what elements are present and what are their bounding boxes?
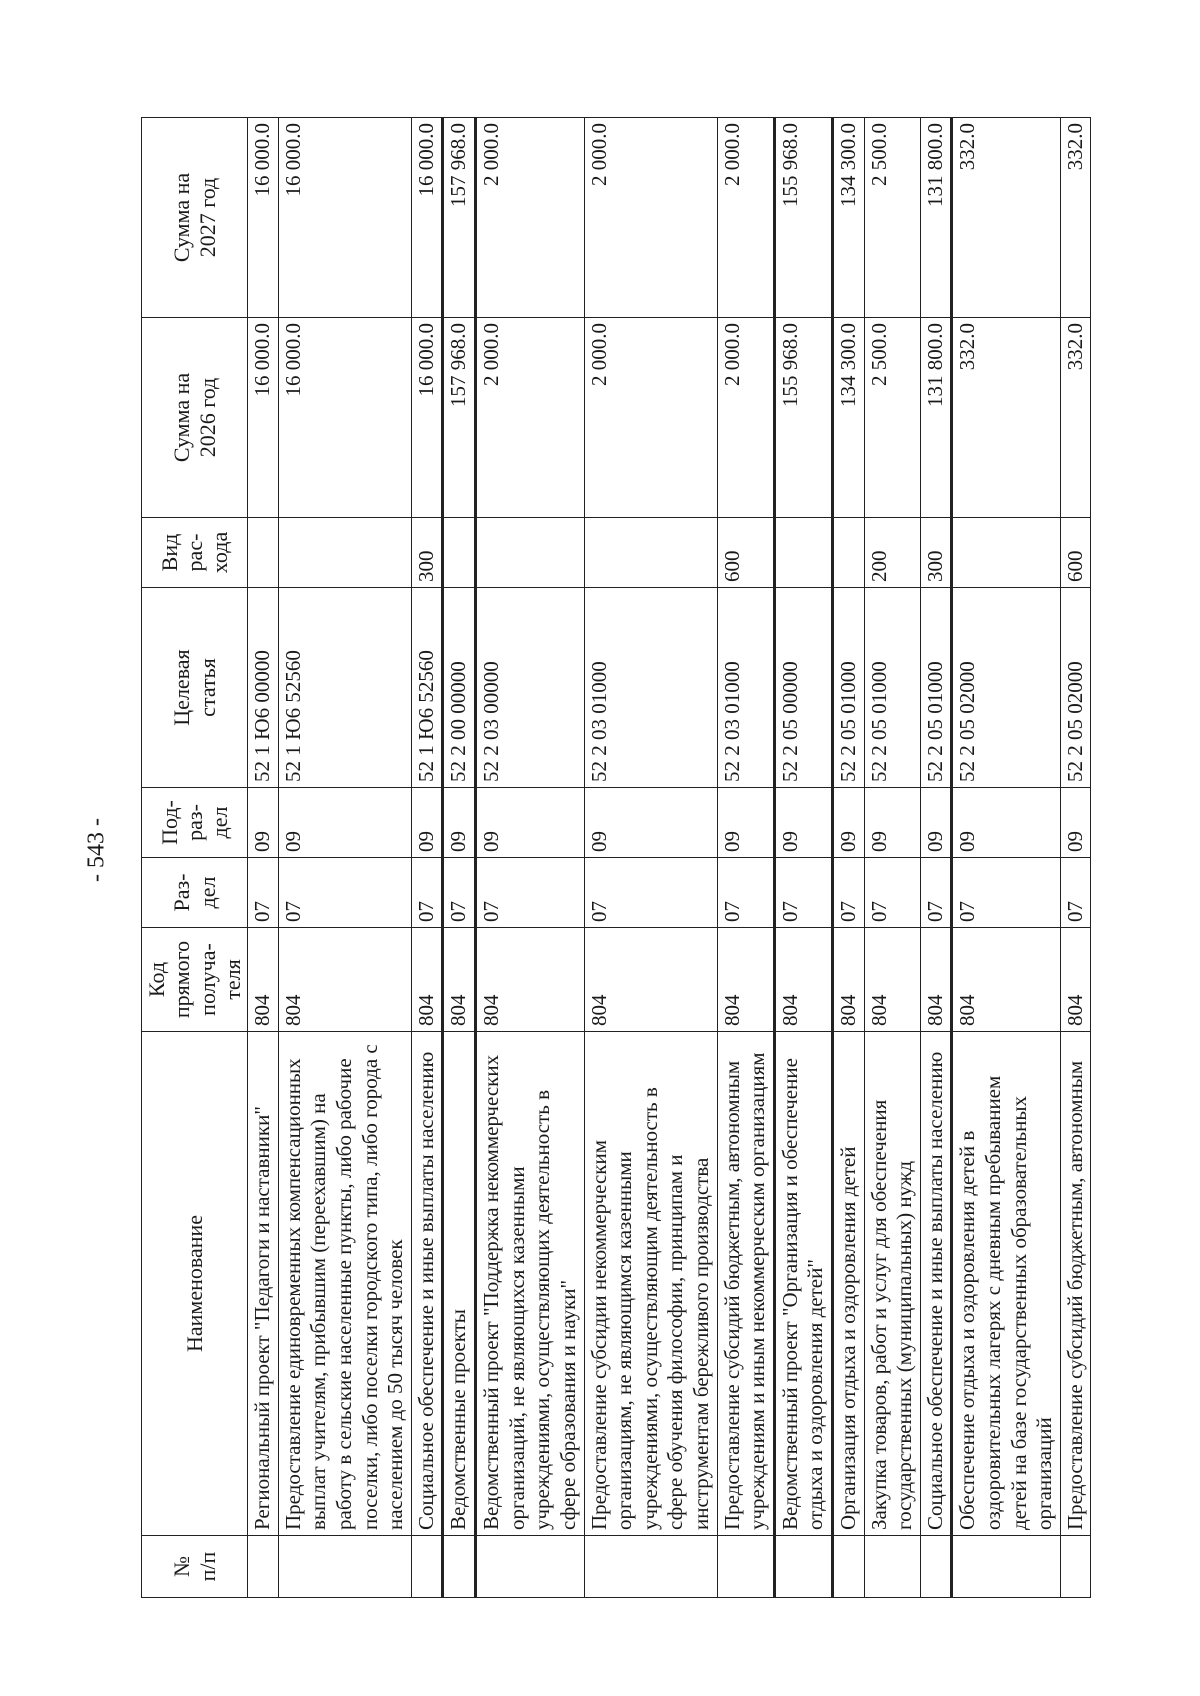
cell-target: 52 1 Ю6 00000 bbox=[248, 588, 279, 788]
cell-target: 52 2 03 00000 bbox=[476, 588, 584, 788]
cell-name: Ведомственный проект "Поддержка некоммерческих организаций, не являющихся казенными учреждениями, осуществляющих деятельность в сфере образования и науки" bbox=[476, 1032, 584, 1536]
cell-name: Организация отдыха и оздоровления детей bbox=[832, 1032, 864, 1536]
cell-vid: 600 bbox=[717, 518, 774, 588]
cell-razdel: 07 bbox=[717, 858, 774, 928]
cell-num bbox=[476, 1536, 584, 1598]
cell-podrazdel: 09 bbox=[584, 788, 717, 858]
cell-name: Предоставление субсидий бюджетным, автономным учреждениям и иным некоммерческим организациям bbox=[717, 1032, 774, 1536]
cell-razdel: 07 bbox=[411, 858, 443, 928]
cell-num bbox=[278, 1536, 411, 1598]
cell-num bbox=[717, 1536, 774, 1598]
cell-name: Социальное обеспечение и иные выплаты населению bbox=[920, 1032, 952, 1536]
cell-name: Предоставление субсидии некоммерческим организациям, не являющимся казенными учреждениями, осуществляющим деятельность в сфере обучения философии, принципам и инструментам бережливого производства bbox=[584, 1032, 717, 1536]
cell-sum2026: 2 500.0 bbox=[864, 318, 920, 518]
table-row bbox=[774, 118, 832, 1598]
rotated-table-container bbox=[141, 118, 1087, 1598]
cell-recipient: 804 bbox=[443, 928, 476, 1032]
cell-sum2027: 2 500.0 bbox=[864, 118, 920, 318]
cell-target: 52 2 05 01000 bbox=[832, 588, 864, 788]
cell-recipient: 804 bbox=[774, 928, 832, 1032]
cell-recipient: 804 bbox=[411, 928, 443, 1032]
header-sum2026: Сумма на 2026 год bbox=[142, 318, 248, 518]
cell-razdel: 07 bbox=[952, 858, 1060, 928]
cell-recipient: 804 bbox=[832, 928, 864, 1032]
cell-target: 52 2 05 02000 bbox=[1060, 588, 1091, 788]
cell-recipient: 804 bbox=[952, 928, 1060, 1032]
table-row bbox=[584, 118, 717, 1598]
cell-sum2027: 134 300.0 bbox=[832, 118, 864, 318]
cell-recipient: 804 bbox=[476, 928, 584, 1032]
table-row bbox=[864, 118, 920, 1598]
cell-num bbox=[832, 1536, 864, 1598]
cell-podrazdel: 09 bbox=[1060, 788, 1091, 858]
cell-sum2027: 131 800.0 bbox=[920, 118, 952, 318]
cell-vid bbox=[774, 518, 832, 588]
budget-table bbox=[141, 117, 1091, 1598]
cell-razdel: 07 bbox=[920, 858, 952, 928]
cell-vid: 200 bbox=[864, 518, 920, 588]
cell-vid: 300 bbox=[920, 518, 952, 588]
cell-target: 52 2 05 02000 bbox=[952, 588, 1060, 788]
cell-sum2026: 2 000.0 bbox=[717, 318, 774, 518]
cell-podrazdel: 09 bbox=[832, 788, 864, 858]
cell-vid: 600 bbox=[1060, 518, 1091, 588]
header-sum2027: Сумма на 2027 год bbox=[142, 118, 248, 318]
table-body bbox=[248, 118, 1091, 1598]
cell-sum2027: 2 000.0 bbox=[584, 118, 717, 318]
cell-sum2026: 16 000.0 bbox=[278, 318, 411, 518]
table-row bbox=[920, 118, 952, 1598]
table-row bbox=[476, 118, 584, 1598]
cell-target: 52 2 00 00000 bbox=[443, 588, 476, 788]
cell-razdel: 07 bbox=[443, 858, 476, 928]
table-row bbox=[278, 118, 411, 1598]
cell-razdel: 07 bbox=[1060, 858, 1091, 928]
cell-recipient: 804 bbox=[864, 928, 920, 1032]
cell-num bbox=[411, 1536, 443, 1598]
cell-recipient: 804 bbox=[920, 928, 952, 1032]
cell-sum2026: 2 000.0 bbox=[584, 318, 717, 518]
cell-name: Ведомственный проект "Организация и обеспечение отдыха и оздоровления детей" bbox=[774, 1032, 832, 1536]
cell-podrazdel: 09 bbox=[248, 788, 279, 858]
cell-sum2027: 16 000.0 bbox=[248, 118, 279, 318]
cell-sum2026: 332.0 bbox=[952, 318, 1060, 518]
cell-recipient: 804 bbox=[248, 928, 279, 1032]
cell-recipient: 804 bbox=[1060, 928, 1091, 1032]
cell-podrazdel: 09 bbox=[952, 788, 1060, 858]
cell-num bbox=[584, 1536, 717, 1598]
cell-num bbox=[864, 1536, 920, 1598]
cell-sum2027: 332.0 bbox=[952, 118, 1060, 318]
cell-vid bbox=[584, 518, 717, 588]
cell-vid bbox=[952, 518, 1060, 588]
cell-sum2027: 332.0 bbox=[1060, 118, 1091, 318]
cell-podrazdel: 09 bbox=[443, 788, 476, 858]
cell-razdel: 07 bbox=[774, 858, 832, 928]
cell-vid bbox=[278, 518, 411, 588]
table-row bbox=[832, 118, 864, 1598]
cell-target: 52 1 Ю6 52560 bbox=[411, 588, 443, 788]
cell-name: Обеспечение отдыха и оздоровления детей в оздоровительных лагерях с дневным пребыванием детей на базе государственных образовательных организаций bbox=[952, 1032, 1060, 1536]
cell-sum2027: 2 000.0 bbox=[476, 118, 584, 318]
cell-podrazdel: 09 bbox=[278, 788, 411, 858]
cell-razdel: 07 bbox=[832, 858, 864, 928]
table-row bbox=[411, 118, 443, 1598]
page-number: - 543 - bbox=[83, 818, 110, 882]
cell-recipient: 804 bbox=[717, 928, 774, 1032]
cell-vid bbox=[476, 518, 584, 588]
cell-recipient: 804 bbox=[584, 928, 717, 1032]
cell-sum2027: 16 000.0 bbox=[411, 118, 443, 318]
cell-podrazdel: 09 bbox=[717, 788, 774, 858]
cell-target: 52 2 05 00000 bbox=[774, 588, 832, 788]
cell-razdel: 07 bbox=[278, 858, 411, 928]
cell-num bbox=[774, 1536, 832, 1598]
cell-name: Предоставление субсидий бюджетным, автономным bbox=[1060, 1032, 1091, 1536]
cell-target: 52 2 03 01000 bbox=[717, 588, 774, 788]
table-row bbox=[1060, 118, 1091, 1598]
header-podrazdel: Под- раз- дел bbox=[142, 788, 248, 858]
cell-recipient: 804 bbox=[278, 928, 411, 1032]
cell-razdel: 07 bbox=[584, 858, 717, 928]
cell-sum2027: 157 968.0 bbox=[443, 118, 476, 318]
cell-sum2026: 155 968.0 bbox=[774, 318, 832, 518]
cell-razdel: 07 bbox=[864, 858, 920, 928]
cell-podrazdel: 09 bbox=[774, 788, 832, 858]
cell-target: 52 2 05 01000 bbox=[920, 588, 952, 788]
cell-razdel: 07 bbox=[476, 858, 584, 928]
cell-sum2026: 134 300.0 bbox=[832, 318, 864, 518]
header-name: Наименование bbox=[142, 1032, 248, 1536]
table-header-row bbox=[142, 118, 248, 1598]
header-num: № п/п bbox=[142, 1536, 248, 1598]
table-row bbox=[443, 118, 476, 1598]
cell-vid bbox=[443, 518, 476, 588]
cell-podrazdel: 09 bbox=[864, 788, 920, 858]
cell-sum2026: 157 968.0 bbox=[443, 318, 476, 518]
cell-podrazdel: 09 bbox=[920, 788, 952, 858]
cell-sum2027: 2 000.0 bbox=[717, 118, 774, 318]
cell-sum2026: 16 000.0 bbox=[411, 318, 443, 518]
cell-name: Ведомственные проекты bbox=[443, 1032, 476, 1536]
table-row bbox=[952, 118, 1060, 1598]
cell-num bbox=[920, 1536, 952, 1598]
cell-razdel: 07 bbox=[248, 858, 279, 928]
cell-name: Предоставление единовременных компенсационных выплат учителям, прибывшим (переехавшим) на работу в сельские населенные пункты, либо рабочие поселки, либо поселки городского типа, либо города с населением до 50 тысяч человек bbox=[278, 1032, 411, 1536]
cell-target: 52 1 Ю6 52560 bbox=[278, 588, 411, 788]
cell-sum2026: 16 000.0 bbox=[248, 318, 279, 518]
cell-sum2026: 131 800.0 bbox=[920, 318, 952, 518]
header-razdel: Раз- дел bbox=[142, 858, 248, 928]
cell-podrazdel: 09 bbox=[411, 788, 443, 858]
cell-target: 52 2 05 01000 bbox=[864, 588, 920, 788]
cell-name: Закупка товаров, работ и услуг для обеспечения государственных (муниципальных) нужд bbox=[864, 1032, 920, 1536]
cell-num bbox=[443, 1536, 476, 1598]
header-vid: Вид рас- хода bbox=[142, 518, 248, 588]
cell-num bbox=[1060, 1536, 1091, 1598]
header-recipient: Код прямого получа- теля bbox=[142, 928, 248, 1032]
cell-vid bbox=[248, 518, 279, 588]
cell-target: 52 2 03 01000 bbox=[584, 588, 717, 788]
table-row bbox=[248, 118, 279, 1598]
cell-sum2027: 16 000.0 bbox=[278, 118, 411, 318]
cell-num bbox=[952, 1536, 1060, 1598]
cell-name: Региональный проект "Педагоги и наставники" bbox=[248, 1032, 279, 1536]
header-target: Целевая статья bbox=[142, 588, 248, 788]
cell-podrazdel: 09 bbox=[476, 788, 584, 858]
cell-vid: 300 bbox=[411, 518, 443, 588]
table-row bbox=[717, 118, 774, 1598]
cell-name: Социальное обеспечение и иные выплаты населению bbox=[411, 1032, 443, 1536]
cell-num bbox=[248, 1536, 279, 1598]
cell-sum2027: 155 968.0 bbox=[774, 118, 832, 318]
cell-vid bbox=[832, 518, 864, 588]
cell-sum2026: 332.0 bbox=[1060, 318, 1091, 518]
cell-sum2026: 2 000.0 bbox=[476, 318, 584, 518]
